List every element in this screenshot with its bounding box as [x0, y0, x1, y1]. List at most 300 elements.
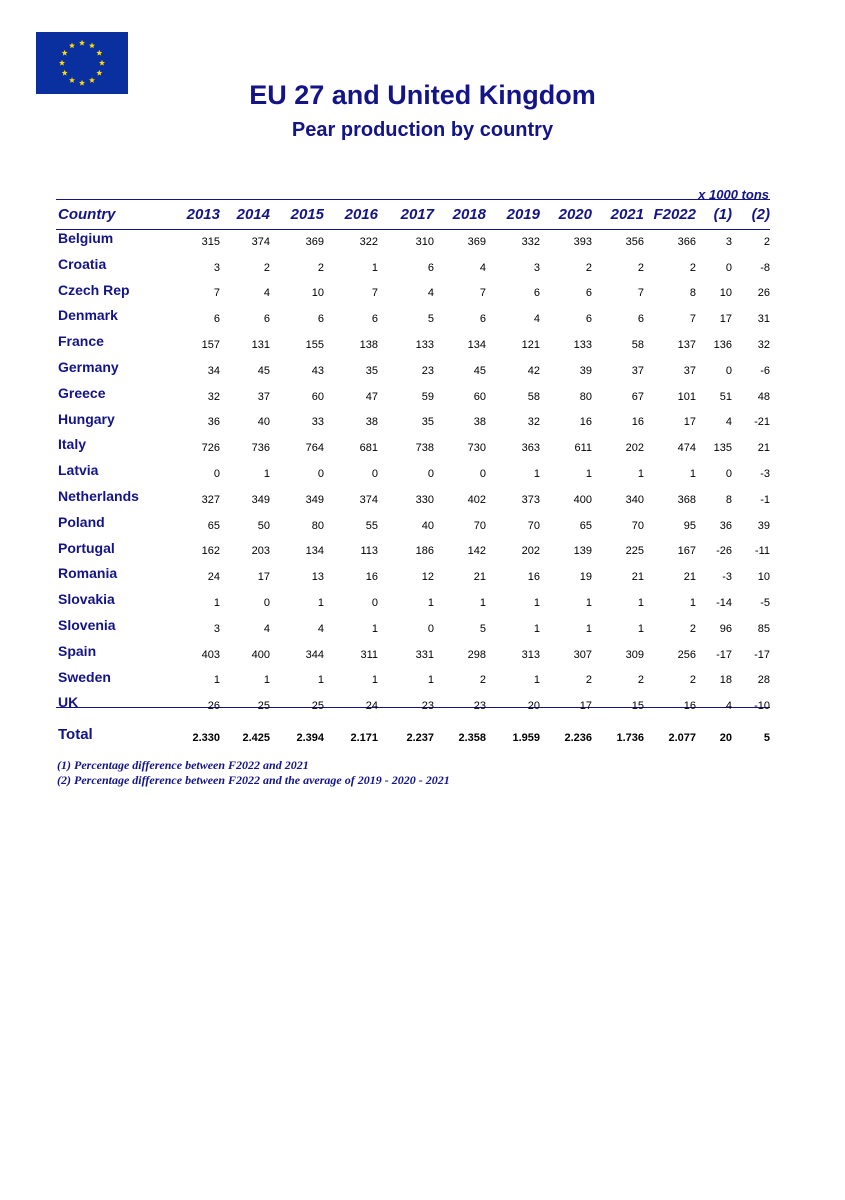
value-cell: 0 — [725, 261, 732, 274]
table-row — [56, 616, 770, 642]
value-cell: 80 — [579, 390, 592, 403]
value-cell: -17 — [754, 648, 770, 661]
value-cell: 18 — [719, 674, 732, 687]
value-cell: 38 — [473, 416, 486, 429]
table-row — [56, 668, 770, 694]
table-row — [56, 358, 770, 384]
table-row — [56, 564, 770, 590]
value-cell: 1 — [317, 674, 324, 687]
table-row — [56, 306, 770, 332]
total-label: Total — [58, 726, 93, 744]
value-cell: 38 — [365, 416, 378, 429]
production-table — [56, 199, 770, 756]
value-cell: -8 — [760, 261, 770, 274]
value-cell: 1 — [371, 622, 378, 635]
value-cell: 7 — [371, 287, 378, 300]
value-cell: 113 — [360, 545, 378, 558]
value-cell: 0 — [725, 364, 732, 377]
table-row — [56, 461, 770, 487]
value-cell: 474 — [677, 442, 696, 455]
value-cell: 2 — [689, 261, 696, 274]
value-cell: 21 — [631, 571, 644, 584]
total-value-cell: 1.959 — [512, 731, 540, 744]
value-cell: 309 — [625, 648, 644, 661]
value-cell: 6 — [533, 287, 540, 300]
value-cell: 67 — [631, 390, 644, 403]
value-cell: 7 — [479, 287, 486, 300]
value-cell: 70 — [631, 519, 644, 532]
value-cell: 37 — [631, 364, 644, 377]
unit-label: x 1000 tons — [698, 187, 769, 202]
value-cell: 368 — [677, 493, 696, 506]
value-cell: 0 — [213, 468, 220, 481]
total-row — [56, 719, 770, 756]
value-cell: -10 — [754, 700, 770, 713]
value-cell: 45 — [257, 364, 270, 377]
value-cell: 4 — [263, 622, 270, 635]
value-cell: 10 — [719, 287, 732, 300]
value-cell: 8 — [725, 493, 732, 506]
value-cell: 2 — [585, 674, 592, 687]
value-cell: 6 — [371, 313, 378, 326]
value-cell: 142 — [467, 545, 486, 558]
table-row — [56, 410, 770, 436]
value-cell: 60 — [311, 390, 324, 403]
value-cell: 10 — [757, 571, 770, 584]
value-cell: 10 — [311, 287, 324, 300]
value-cell: 40 — [257, 416, 270, 429]
country-cell: Netherlands — [58, 487, 139, 504]
value-cell: 313 — [521, 648, 540, 661]
value-cell: 17 — [683, 416, 696, 429]
value-cell: 4 — [263, 287, 270, 300]
table-row — [56, 229, 770, 255]
value-cell: -3 — [760, 468, 770, 481]
value-cell: -5 — [760, 597, 770, 610]
value-cell: 16 — [527, 571, 540, 584]
value-cell: 611 — [574, 442, 592, 455]
value-cell: 134 — [305, 545, 324, 558]
value-cell: 2 — [637, 674, 644, 687]
value-cell: 4 — [725, 700, 732, 713]
column-header: F2022 — [653, 205, 696, 223]
value-cell: 310 — [415, 235, 434, 248]
value-cell: -11 — [754, 545, 770, 558]
total-value-cell: 2.358 — [458, 731, 486, 744]
country-cell: Romania — [58, 565, 118, 582]
value-cell: 340 — [625, 493, 644, 506]
value-cell: 135 — [713, 442, 732, 455]
value-cell: 6 — [585, 313, 592, 326]
value-cell: 1 — [371, 261, 378, 274]
value-cell: 70 — [473, 519, 486, 532]
value-cell: 315 — [201, 235, 220, 248]
value-cell: 1 — [533, 674, 540, 687]
value-cell: 50 — [257, 519, 270, 532]
value-cell: -3 — [722, 571, 732, 584]
value-cell: 4 — [427, 287, 434, 300]
value-cell: 21 — [683, 571, 696, 584]
column-header: 2018 — [452, 205, 486, 223]
value-cell: 45 — [473, 364, 486, 377]
table-row — [56, 487, 770, 513]
value-cell: 136 — [713, 339, 732, 352]
value-cell: 21 — [473, 571, 486, 584]
value-cell: -14 — [716, 597, 732, 610]
value-cell: 1 — [533, 622, 540, 635]
value-cell: 19 — [579, 571, 592, 584]
value-cell: 344 — [305, 648, 324, 661]
value-cell: 2 — [637, 261, 644, 274]
table-row — [56, 539, 770, 565]
value-cell: 70 — [527, 519, 540, 532]
value-cell: 403 — [201, 648, 220, 661]
value-cell: 5 — [479, 622, 486, 635]
value-cell: 681 — [359, 442, 378, 455]
value-cell: 311 — [360, 648, 378, 661]
value-cell: 1 — [317, 597, 324, 610]
value-cell: 327 — [201, 493, 220, 506]
value-cell: 0 — [371, 597, 378, 610]
total-value-cell: 2.394 — [296, 731, 324, 744]
country-cell: Poland — [58, 513, 105, 530]
table-row — [56, 693, 770, 719]
value-cell: 42 — [527, 364, 540, 377]
value-cell: 162 — [201, 545, 220, 558]
value-cell: 6 — [213, 313, 220, 326]
country-cell: Czech Rep — [58, 281, 130, 298]
column-header: 2019 — [506, 205, 540, 223]
table-row — [56, 255, 770, 281]
value-cell: 331 — [415, 648, 434, 661]
value-cell: 6 — [479, 313, 486, 326]
value-cell: 1 — [213, 597, 220, 610]
value-cell: 32 — [757, 339, 770, 352]
table-row — [56, 435, 770, 461]
value-cell: 400 — [251, 648, 270, 661]
column-header: 2015 — [290, 205, 324, 223]
value-cell: 1 — [479, 597, 486, 610]
value-cell: 58 — [527, 390, 540, 403]
value-cell: 65 — [207, 519, 220, 532]
value-cell: 6 — [317, 313, 324, 326]
value-cell: 332 — [521, 235, 540, 248]
value-cell: 37 — [257, 390, 270, 403]
value-cell: 121 — [521, 339, 540, 352]
table-row — [56, 642, 770, 668]
country-cell: Denmark — [58, 307, 118, 324]
page-subtitle: Pear production by country — [291, 119, 554, 141]
value-cell: 3 — [533, 261, 540, 274]
value-cell: 256 — [677, 648, 696, 661]
value-cell: 12 — [421, 571, 434, 584]
value-cell: 17 — [719, 313, 732, 326]
value-cell: -1 — [760, 493, 770, 506]
value-cell: 48 — [757, 390, 770, 403]
value-cell: 2 — [763, 235, 770, 248]
value-cell: 1 — [585, 597, 592, 610]
value-cell: 131 — [251, 339, 270, 352]
column-header: 2016 — [344, 205, 378, 223]
table-row — [56, 590, 770, 616]
value-cell: -21 — [754, 416, 770, 429]
value-cell: 21 — [757, 442, 770, 455]
value-cell: 2 — [317, 261, 324, 274]
value-cell: 7 — [689, 313, 696, 326]
value-cell: 137 — [677, 339, 696, 352]
value-cell: 28 — [757, 674, 770, 687]
value-cell: 764 — [305, 442, 324, 455]
value-cell: 730 — [467, 442, 486, 455]
value-cell: 2 — [263, 261, 270, 274]
value-cell: 34 — [207, 364, 220, 377]
value-cell: 4 — [533, 313, 540, 326]
total-value-cell: 2.237 — [406, 731, 434, 744]
value-cell: 186 — [415, 545, 434, 558]
value-cell: 356 — [625, 235, 644, 248]
value-cell: 1 — [427, 674, 434, 687]
value-cell: 3 — [213, 261, 220, 274]
value-cell: 138 — [359, 339, 378, 352]
value-cell: 736 — [251, 442, 270, 455]
value-cell: 65 — [579, 519, 592, 532]
table-row — [56, 513, 770, 539]
country-cell: Croatia — [58, 255, 107, 272]
value-cell: 24 — [207, 571, 220, 584]
value-cell: 43 — [311, 364, 324, 377]
value-cell: 202 — [625, 442, 644, 455]
value-cell: 349 — [251, 493, 270, 506]
country-cell: France — [58, 333, 104, 350]
column-header: 2020 — [558, 205, 592, 223]
footnotes — [57, 758, 450, 788]
value-cell: 32 — [527, 416, 540, 429]
country-cell: Belgium — [58, 230, 114, 246]
value-cell: 6 — [263, 313, 270, 326]
value-cell: -26 — [716, 545, 732, 558]
value-cell: 0 — [317, 468, 324, 481]
value-cell: 157 — [201, 339, 220, 352]
value-cell: 24 — [365, 700, 378, 713]
column-header: 2017 — [400, 205, 434, 223]
value-cell: 1 — [637, 622, 644, 635]
value-cell: 374 — [359, 493, 378, 506]
value-cell: 366 — [677, 235, 696, 248]
value-cell: 225 — [625, 545, 644, 558]
value-cell: 1 — [213, 674, 220, 687]
value-cell: 4 — [317, 622, 324, 635]
column-header: 2013 — [186, 205, 220, 223]
country-cell: Slovenia — [58, 616, 116, 633]
value-cell: 1 — [533, 597, 540, 610]
value-cell: 155 — [305, 339, 324, 352]
value-cell: 0 — [427, 622, 434, 635]
value-cell: 58 — [631, 339, 644, 352]
value-cell: 23 — [421, 700, 434, 713]
value-cell: 402 — [467, 493, 486, 506]
value-cell: 16 — [365, 571, 378, 584]
country-cell: Sweden — [58, 668, 111, 685]
value-cell: 95 — [683, 519, 696, 532]
column-header: 2021 — [610, 205, 644, 223]
table-row — [56, 281, 770, 307]
table-row — [56, 332, 770, 358]
value-cell: 307 — [573, 648, 592, 661]
value-cell: 26 — [757, 287, 770, 300]
value-cell: 55 — [365, 519, 378, 532]
value-cell: -6 — [760, 364, 770, 377]
value-cell: 0 — [479, 468, 486, 481]
value-cell: -17 — [716, 648, 732, 661]
country-cell: Latvia — [58, 462, 99, 479]
value-cell: 7 — [637, 287, 644, 300]
country-cell: Greece — [58, 384, 106, 401]
value-cell: 6 — [637, 313, 644, 326]
value-cell: 3 — [213, 622, 220, 635]
value-cell: 2 — [479, 674, 486, 687]
value-cell: 96 — [719, 622, 732, 635]
value-cell: 31 — [757, 313, 770, 326]
table-header-row — [56, 199, 770, 229]
value-cell: 726 — [201, 442, 220, 455]
value-cell: 202 — [521, 545, 540, 558]
value-cell: 1 — [371, 674, 378, 687]
footnote-1: (1) Percentage difference between F2022 and 2021 — [57, 758, 309, 772]
value-cell: 0 — [371, 468, 378, 481]
value-cell: 33 — [311, 416, 324, 429]
value-cell: 133 — [573, 339, 592, 352]
value-cell: 85 — [757, 622, 770, 635]
value-cell: 2 — [689, 622, 696, 635]
value-cell: 16 — [579, 416, 592, 429]
column-header: Country — [58, 205, 116, 223]
value-cell: 39 — [579, 364, 592, 377]
value-cell: 363 — [521, 442, 540, 455]
value-cell: 16 — [683, 700, 696, 713]
value-cell: 36 — [719, 519, 732, 532]
value-cell: 1 — [533, 468, 540, 481]
country-cell: Spain — [58, 642, 97, 659]
value-cell: 369 — [305, 235, 324, 248]
column-header: 2014 — [236, 205, 270, 223]
value-cell: 738 — [415, 442, 434, 455]
value-cell: 374 — [251, 235, 270, 248]
value-cell: 393 — [573, 235, 592, 248]
value-cell: 35 — [421, 416, 434, 429]
total-value-cell: 2.330 — [192, 731, 220, 744]
value-cell: 1 — [689, 597, 696, 610]
value-cell: 47 — [365, 390, 378, 403]
value-cell: 1 — [637, 597, 644, 610]
value-cell: 369 — [467, 235, 486, 248]
footnote-2: (2) Percentage difference between F2022 and the average of 2019 - 2020 - 2021 — [57, 773, 450, 787]
value-cell: 80 — [311, 519, 324, 532]
country-cell: Hungary — [58, 410, 115, 427]
value-cell: 60 — [473, 390, 486, 403]
value-cell: 4 — [725, 416, 732, 429]
value-cell: 16 — [631, 416, 644, 429]
value-cell: 25 — [311, 700, 324, 713]
total-value-cell: 2.236 — [564, 731, 592, 744]
value-cell: 23 — [421, 364, 434, 377]
value-cell: 2 — [689, 674, 696, 687]
value-cell: 6 — [585, 287, 592, 300]
total-value-cell: 1.736 — [616, 731, 644, 744]
country-cell: Germany — [58, 358, 119, 375]
table-row — [56, 384, 770, 410]
value-cell: 1 — [585, 468, 592, 481]
value-cell: 2 — [585, 261, 592, 274]
value-cell: 7 — [213, 287, 220, 300]
value-cell: 373 — [521, 493, 540, 506]
value-cell: 23 — [473, 700, 486, 713]
value-cell: 32 — [207, 390, 220, 403]
value-cell: 5 — [427, 313, 434, 326]
value-cell: 203 — [251, 545, 270, 558]
value-cell: 25 — [257, 700, 270, 713]
value-cell: 0 — [725, 468, 732, 481]
value-cell: 298 — [467, 648, 486, 661]
value-cell: 330 — [415, 493, 434, 506]
value-cell: 133 — [415, 339, 434, 352]
value-cell: 400 — [573, 493, 592, 506]
value-cell: 59 — [421, 390, 434, 403]
country-cell: Portugal — [58, 539, 115, 556]
value-cell: 0 — [427, 468, 434, 481]
value-cell: 17 — [579, 700, 592, 713]
value-cell: 1 — [263, 468, 270, 481]
value-cell: 134 — [467, 339, 486, 352]
value-cell: 35 — [365, 364, 378, 377]
value-cell: 1 — [689, 468, 696, 481]
value-cell: 3 — [725, 235, 732, 248]
total-value-cell: 2.425 — [242, 731, 270, 744]
column-header: (2) — [751, 205, 770, 223]
value-cell: 8 — [689, 287, 696, 300]
value-cell: 0 — [263, 597, 270, 610]
value-cell: 20 — [527, 700, 540, 713]
value-cell: 13 — [311, 571, 324, 584]
value-cell: 1 — [585, 622, 592, 635]
value-cell: 349 — [305, 493, 324, 506]
value-cell: 26 — [207, 700, 220, 713]
value-cell: 17 — [257, 571, 270, 584]
value-cell: 101 — [677, 390, 696, 403]
value-cell: 40 — [421, 519, 434, 532]
value-cell: 6 — [427, 261, 434, 274]
total-value-cell: 5 — [763, 731, 770, 744]
country-cell: Italy — [58, 436, 87, 453]
total-value-cell: 2.077 — [668, 731, 696, 744]
value-cell: 51 — [719, 390, 732, 403]
value-cell: 15 — [631, 700, 644, 713]
value-cell: 1 — [637, 468, 644, 481]
page-title: EU 27 and United Kingdom — [249, 80, 596, 110]
value-cell: 1 — [427, 597, 434, 610]
country-cell: Slovakia — [58, 591, 115, 608]
value-cell: 1 — [263, 674, 270, 687]
column-header: (1) — [713, 205, 732, 223]
value-cell: 167 — [677, 545, 696, 558]
value-cell: 39 — [757, 519, 770, 532]
value-cell: 36 — [207, 416, 220, 429]
total-value-cell: 20 — [719, 731, 732, 744]
country-cell: UK — [58, 694, 79, 711]
value-cell: 139 — [573, 545, 592, 558]
value-cell: 37 — [683, 364, 696, 377]
value-cell: 322 — [359, 235, 378, 248]
value-cell: 4 — [479, 261, 486, 274]
